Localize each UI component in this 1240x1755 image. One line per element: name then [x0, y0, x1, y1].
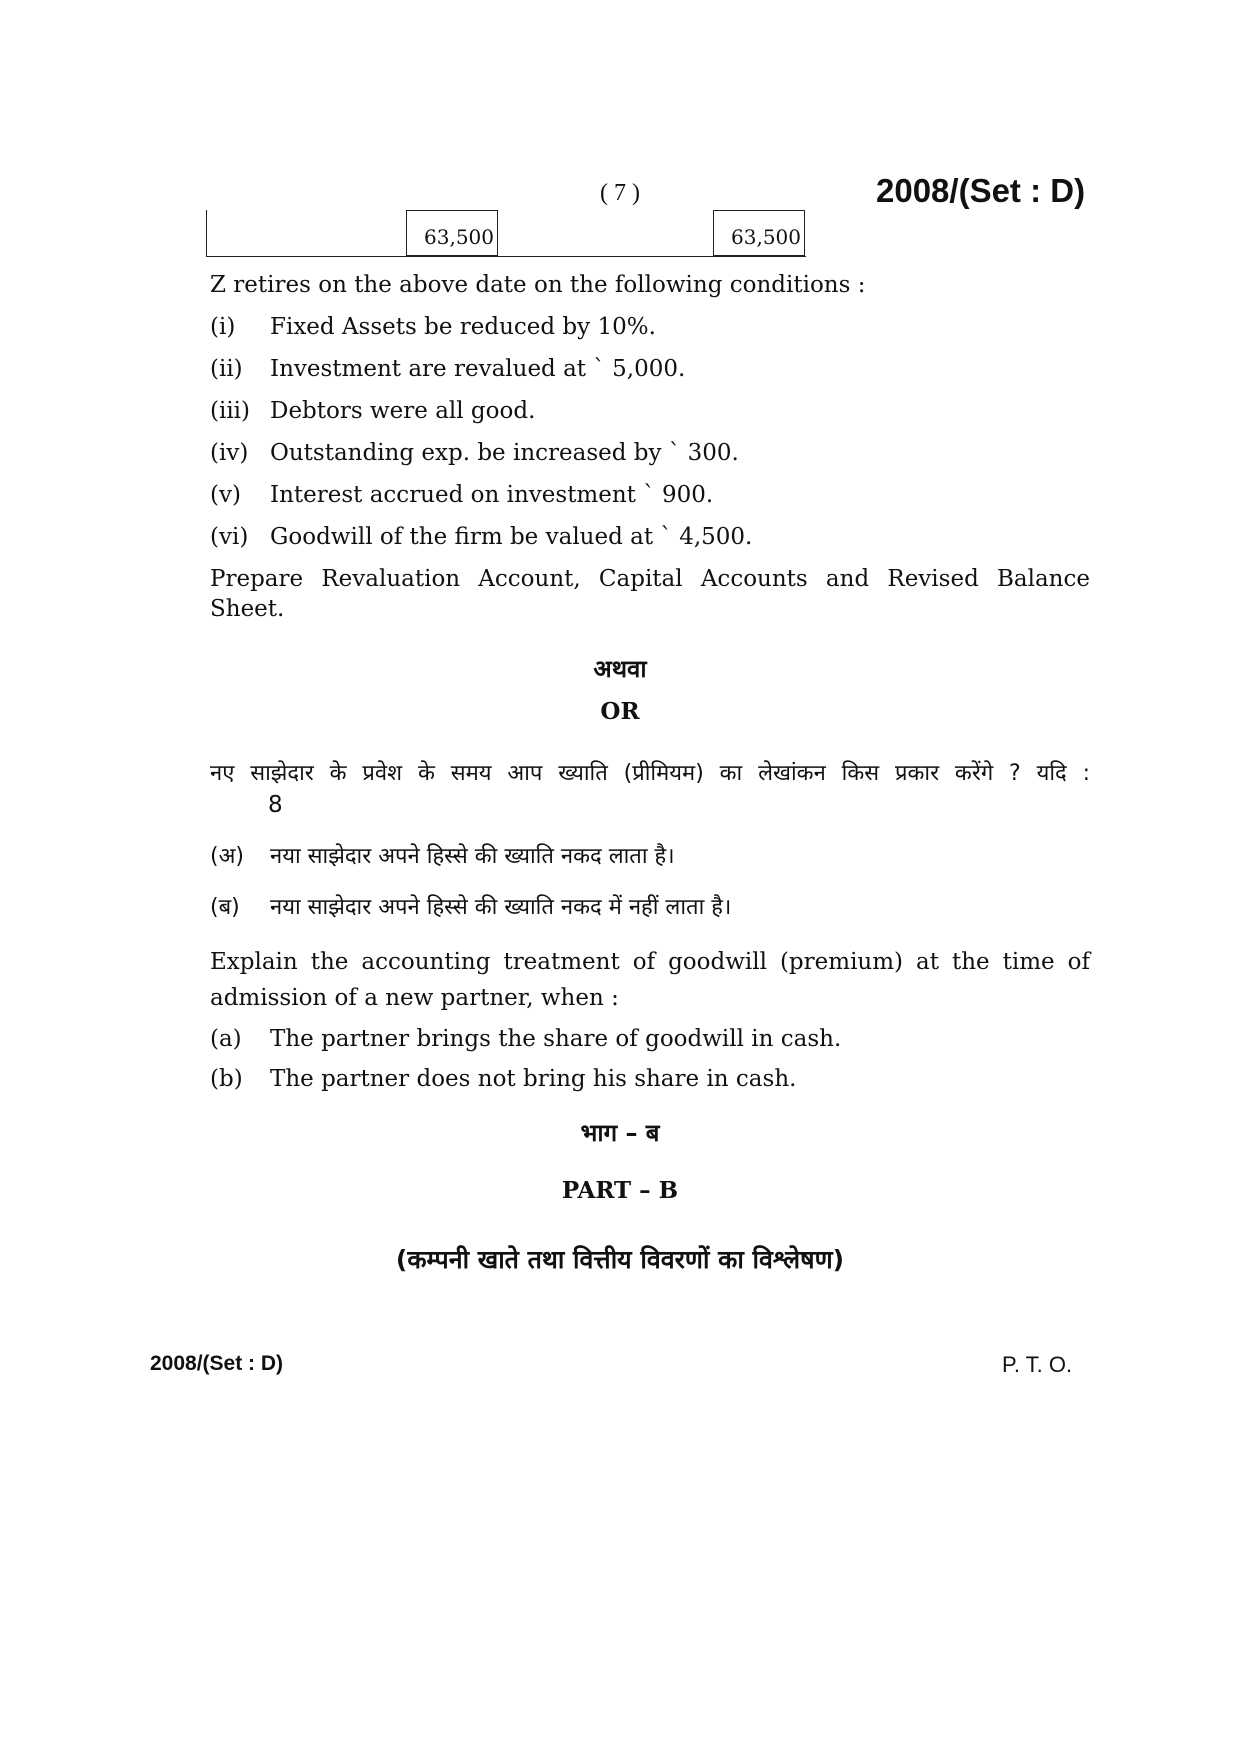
condition-label: (i) [210, 314, 236, 340]
condition-text: Goodwill of the firm be valued at ` 4,500. [270, 524, 753, 550]
question-marks: 8 [268, 792, 283, 818]
condition-item [210, 480, 713, 510]
condition-label: (v) [210, 482, 241, 508]
part-b-english-heading: PART – B [561, 1177, 679, 1204]
hindi-option [210, 842, 675, 872]
condition-text: Fixed Assets be reduced by 10%. [270, 314, 656, 340]
condition-text: Interest accrued on investment ` 900. [270, 482, 714, 508]
english-or-heading: OR [600, 698, 640, 725]
english-option-label: (b) [210, 1066, 243, 1092]
set-code-header: 2008/(Set : D) [876, 172, 1086, 209]
condition-item [210, 312, 656, 342]
condition-label: (ii) [210, 356, 243, 382]
hindi-question-line: नए साझेदार के प्रवेश के समय आप ख्याति (प्रीमियम) का लेखांकन किस प्रकार करेंगे ? यदि : [210, 761, 1090, 786]
hindi-option [210, 893, 731, 923]
condition-item [210, 396, 535, 426]
part-b-hindi-subtitle: (कम्पनी खाते तथा वित्तीय विवरणों का विश्लेषण) [395, 1245, 845, 1274]
hindi-or-heading: अथवा [593, 655, 647, 683]
page-number: ( 7 ) [600, 180, 640, 206]
instruction-line-1: Prepare Revaluation Account, Capital Accounts and Revised Balance [210, 566, 1090, 592]
condition-item [210, 522, 752, 552]
english-option-text: The partner brings the share of goodwill in cash. [270, 1026, 842, 1052]
hindi-option-label: (ब) [210, 895, 240, 920]
hindi-option-text: नया साझेदार अपने हिस्से की ख्याति नकद लाता है। [270, 844, 675, 869]
condition-label: (iv) [210, 440, 249, 466]
english-option-label: (a) [210, 1026, 242, 1052]
table-bottom-border [206, 256, 806, 257]
condition-label: (vi) [210, 524, 249, 550]
english-question-line-2: admission of a new partner, when : [210, 985, 619, 1011]
question-intro: Z retires on the above date on the following conditions : [210, 272, 866, 298]
instruction-line-2: Sheet. [210, 596, 285, 622]
balance-sheet-total-row [206, 210, 806, 257]
liabilities-total-cell: 63,500 [406, 210, 498, 256]
english-option-text: The partner does not bring his share in cash. [270, 1066, 797, 1092]
condition-label: (iii) [210, 398, 251, 424]
assets-total-cell: 63,500 [713, 210, 805, 256]
condition-text: Investment are revalued at ` 5,000. [270, 356, 686, 382]
english-option [210, 1024, 841, 1054]
pto-label: P. T. O. [1002, 1352, 1073, 1377]
condition-item [210, 354, 685, 384]
condition-item [210, 438, 739, 468]
hindi-option-label: (अ) [210, 844, 244, 869]
part-b-hindi-heading: भाग – ब [580, 1119, 660, 1147]
table-left-border [206, 210, 207, 257]
english-question-line-1: Explain the accounting treatment of goodwill (premium) at the time of [210, 949, 1090, 975]
english-option [210, 1064, 796, 1094]
condition-text: Outstanding exp. be increased by ` 300. [270, 440, 739, 466]
set-code-footer: 2008/(Set : D) [150, 1352, 284, 1375]
condition-text: Debtors were all good. [270, 398, 536, 424]
hindi-option-text: नया साझेदार अपने हिस्से की ख्याति नकद में नहीं लाता है। [270, 895, 732, 920]
